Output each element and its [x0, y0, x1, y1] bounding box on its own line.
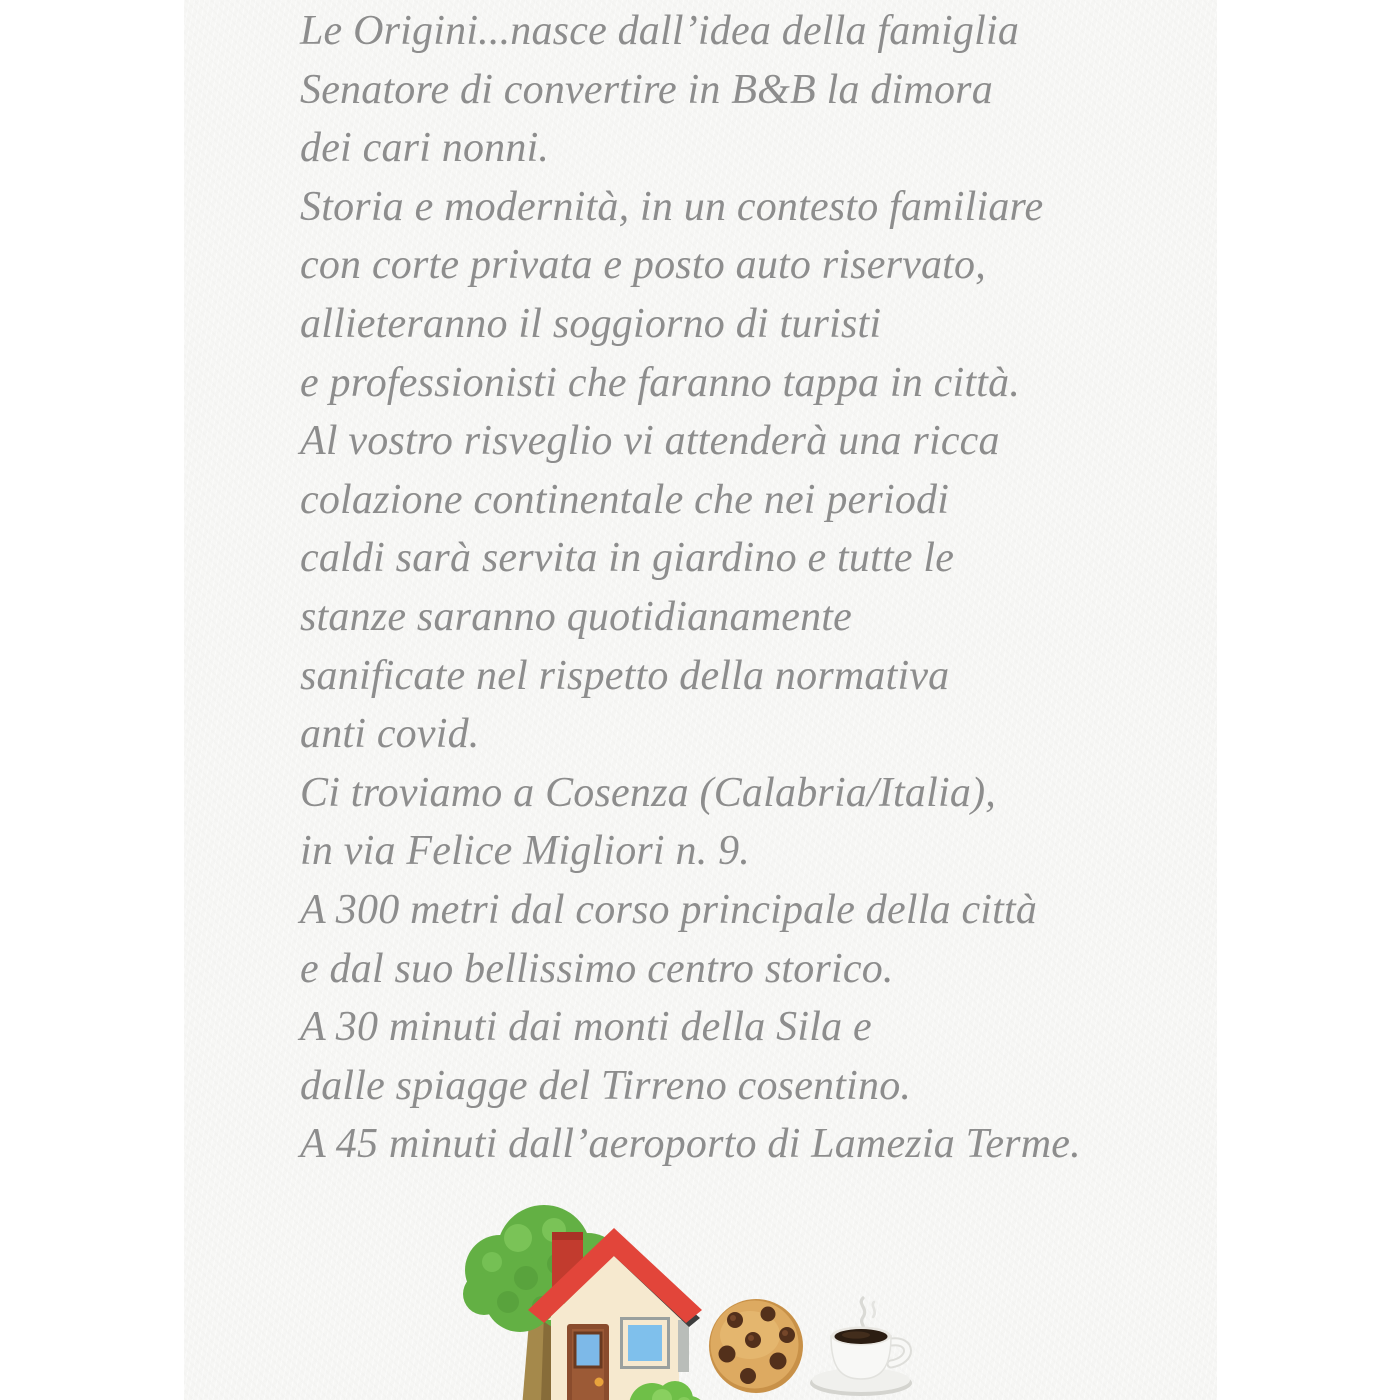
text-line: e dal suo bellissimo centro storico.	[300, 945, 894, 992]
text-line: Ci troviamo a Cosenza (Calabria/Italia),	[300, 769, 996, 816]
window	[620, 1317, 670, 1369]
text-line: allieteranno il soggiorno di turisti	[300, 300, 882, 347]
text-line: in via Felice Migliori n. 9.	[300, 828, 751, 875]
text-line: dei cari nonni.	[300, 125, 550, 172]
text-line: Al vostro risveglio vi attenderà una ricca	[300, 418, 1000, 465]
cookie-icon	[706, 1297, 806, 1395]
text-line: con corte privata e posto auto riservato,	[300, 242, 986, 289]
cookie-graphic	[706, 1297, 806, 1395]
house-with-garden-graphic	[456, 1192, 706, 1400]
text-line: caldi sarà servita in giardino e tutte le	[300, 535, 955, 582]
text-line: colazione continentale che nei periodi	[300, 476, 950, 523]
text-line: Senatore di convertire in B&B la dimora	[300, 66, 993, 113]
text-line: A 30 minuti dai monti della Sila e	[300, 1004, 872, 1051]
text-line: anti covid.	[300, 711, 480, 758]
hot-beverage-icon	[806, 1292, 920, 1398]
text-line: dalle spiagge del Tirreno cosentino.	[300, 1062, 912, 1109]
door	[567, 1324, 609, 1400]
text-line: stanze saranno quotidianamente	[300, 593, 852, 640]
text-line: Le Origini...nasce dall’idea della famiglia	[300, 8, 1020, 54]
hot-beverage-graphic	[806, 1292, 920, 1398]
text-line: A 45 minuti dall’aeroporto di Lamezia Terme.	[300, 1121, 1081, 1168]
text-line: A 300 metri dal corso principale della città	[300, 886, 1038, 933]
steam	[861, 1298, 874, 1329]
text-line: sanificate nel rispetto della normativa	[300, 652, 950, 699]
text-line: e professionisti che faranno tappa in città.	[300, 359, 1021, 406]
text-line: Storia e modernità, in un contesto familiare	[300, 183, 1044, 230]
house-with-garden-icon	[456, 1192, 706, 1400]
